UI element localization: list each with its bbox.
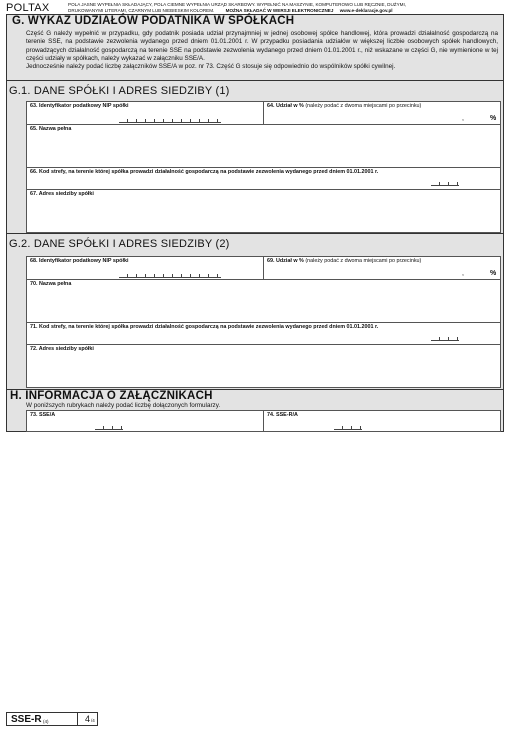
field-68-label: 68. Identyfikator podatkowy NIP spółki bbox=[30, 258, 129, 264]
field-72-address-box[interactable] bbox=[26, 344, 501, 388]
form-name: SSE-R bbox=[11, 714, 42, 725]
field-67-address-box[interactable] bbox=[26, 189, 501, 233]
field-67-label: 67. Adres siedziby spółki bbox=[30, 191, 94, 197]
section-g2-title: G.2. DANE SPÓŁKI I ADRES SIEDZIBY (2) bbox=[9, 238, 230, 250]
section-g-paragraph-2: Jednocześnie należy podać liczbę załączników SSE/A w poz. nr 73. Część G stosuje się odpowiednio do wspólników spółki cywilnej. bbox=[26, 63, 396, 71]
instructions-line-2a: DRUKOWANYMI LITERAMI, CZARNYM LUB NIEBIESKIM KOLOREM. bbox=[68, 7, 215, 13]
field-68-nip-box[interactable] bbox=[26, 256, 264, 280]
field-65-name-box[interactable] bbox=[26, 124, 501, 168]
footer-form-id bbox=[6, 712, 98, 726]
instructions-line-1: POLA JASNE WYPEŁNIA SKŁADAJĄCY, POLA CIEMNE WYPEŁNIA URZĄD SKARBOWY. WYPEŁNIĆ NA MASZYNIE, KOMPUTEROWO LUB RĘCZNIE, DUŻYMI, bbox=[68, 2, 407, 7]
field-71-zone-box[interactable] bbox=[26, 322, 501, 345]
field-64-percent: % bbox=[490, 115, 497, 122]
field-63-comb bbox=[119, 119, 221, 123]
field-65-label: 65. Nazwa pełna bbox=[30, 126, 72, 132]
section-g-paragraph-1: Część G należy wypełnić w przypadku, gdy podatnik posiada udział przynajmniej w jednej osobowej spółce handlowej, która prowadzi działalność gospodarczą na terenie SSE, na podstawie zezwolenia wydanego przed dniem 01.01.2001 r. W przypadku posiadania udziałów w większej liczbie osobowych spółek handlowych, prowadzących działalność gospodarczą na terenie SSE na podstawie zezwolenia wydanego przed dniem 01.01.2001 r., niż wskazane w części G, nie wymienione w tej części udziały w spółkach, należy wykazać w załączniku SSE/A. bbox=[26, 30, 498, 62]
field-71-label: 71. Kod strefy, na terenie której spółka prowadzi działalność gospodarczą na podstawie zezwolenia wydanego przed dniem 01.01.2001 r. bbox=[30, 324, 379, 330]
field-64-comma: , bbox=[462, 115, 464, 122]
brand-logo: POLTAX bbox=[6, 2, 50, 14]
footer-separator bbox=[77, 713, 78, 725]
field-69-label: 69. Udział w % (należy podać z dwoma miejscami po przecinku) bbox=[267, 258, 422, 264]
field-68-comb bbox=[119, 274, 221, 278]
section-g1-title: G.1. DANE SPÓŁKI I ADRES SIEDZIBY (1) bbox=[9, 85, 230, 97]
divider-g1 bbox=[7, 80, 503, 81]
field-69-share-box[interactable] bbox=[263, 256, 501, 280]
field-64-label: 64. Udział w % (należy podać z dwoma miejscami po przecinku) bbox=[267, 103, 422, 109]
section-g-title: G. WYKAZ UDZIAŁÓW PODATNIKA W SPÓŁKACH bbox=[12, 15, 295, 27]
field-74-label: 74. SSE-R/A bbox=[267, 412, 298, 418]
field-73-ssea-box[interactable] bbox=[26, 410, 264, 432]
field-69-comma: , bbox=[462, 270, 464, 277]
field-71-comb bbox=[431, 337, 459, 341]
section-h-subtitle: W poniższych rubrykach należy podać liczbę dołączonych formularzy. bbox=[26, 402, 221, 409]
field-66-comb bbox=[431, 182, 459, 186]
section-g-description bbox=[26, 30, 498, 71]
field-73-label: 73. SSE/A bbox=[30, 412, 56, 418]
field-72-label: 72. Adres siedziby spółki bbox=[30, 346, 94, 352]
field-74-sserа-box[interactable] bbox=[263, 410, 501, 432]
instructions-line-2b: MOŻNA SKŁADAĆ W WERSJI ELEKTRONICZNEJ bbox=[225, 7, 334, 13]
field-70-name-box[interactable] bbox=[26, 279, 501, 323]
page-total: /4 bbox=[91, 718, 95, 723]
page-number: 4 bbox=[85, 714, 91, 724]
instructions-line-2 bbox=[68, 8, 504, 14]
field-66-label: 66. Kod strefy, na terenie której spółka prowadzi działalność gospodarczą na podstawie zezwolenia wydanego przed dniem 01.01.2001 r. bbox=[30, 169, 379, 175]
field-74-comb bbox=[334, 426, 362, 430]
form-instructions bbox=[68, 2, 504, 13]
field-70-label: 70. Nazwa pełna bbox=[30, 281, 72, 287]
field-69-percent: % bbox=[490, 270, 497, 277]
instructions-line-2c: www.e-deklaracje.gov.pl bbox=[339, 7, 393, 13]
form-version: (4) bbox=[43, 719, 49, 724]
field-63-label: 63. Identyfikator podatkowy NIP spółki bbox=[30, 103, 129, 109]
field-66-zone-box[interactable] bbox=[26, 167, 501, 190]
top-instructions-bar bbox=[6, 2, 504, 14]
section-h-title: H. INFORMACJA O ZAŁĄCZNIKACH bbox=[10, 390, 213, 402]
field-64-share-box[interactable] bbox=[263, 101, 501, 125]
field-73-comb bbox=[95, 426, 123, 430]
divider-g2 bbox=[7, 233, 503, 234]
field-63-nip-box[interactable] bbox=[26, 101, 264, 125]
